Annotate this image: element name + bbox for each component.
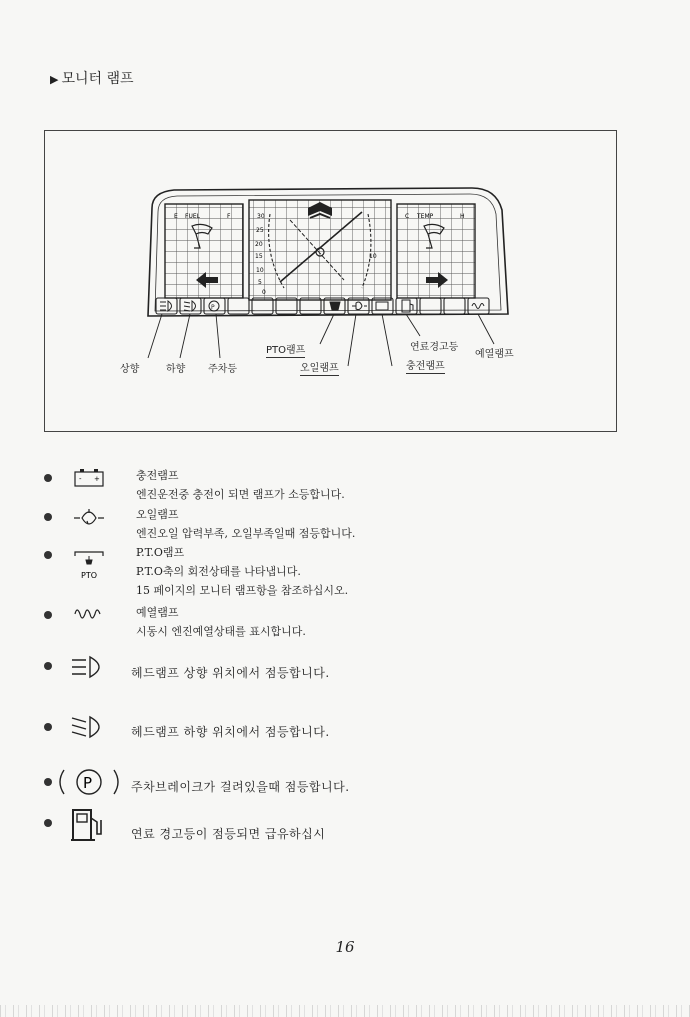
triangle-bullet-icon: ▶ <box>50 73 59 86</box>
bullet-icon <box>44 551 52 559</box>
bullet-icon <box>44 662 52 670</box>
legend-desc: 시동시 엔진예열상태를 표시합니다. <box>136 625 306 638</box>
fuel-gauge-label: FUEL <box>185 213 200 220</box>
svg-text:P: P <box>211 304 215 311</box>
oil-can-icon <box>72 506 106 528</box>
pto-icon <box>72 546 106 582</box>
svg-text:+: + <box>94 475 100 483</box>
legend-title: 충전램프 <box>136 469 179 482</box>
svg-text:-: - <box>79 475 82 483</box>
bullet-icon <box>44 513 52 521</box>
page-number: 16 <box>335 938 355 956</box>
temp-gauge-label: TEMP <box>417 213 434 220</box>
bullet-icon <box>44 611 52 619</box>
tach-tick: 25 <box>256 227 264 234</box>
callout-pto: PTO램프 <box>266 341 305 358</box>
legend-fuel-text: 연료 경고등이 점등되면 급유하십시 <box>131 827 326 841</box>
legend-title: 오일램프 <box>136 508 179 521</box>
legend-desc: 엔진운전중 충전이 되면 램프가 소등합니다. <box>136 488 345 501</box>
svg-text:F: F <box>227 213 231 220</box>
pto-icon-text: PTO <box>81 571 98 580</box>
legend-desc: P.T.O축의 회전상태를 나타냅니다. <box>136 565 301 578</box>
svg-text:E: E <box>174 213 178 220</box>
parking-brake-icon <box>58 766 120 798</box>
legend-charge <box>136 466 345 504</box>
tach-tick: 15 <box>255 253 263 260</box>
scan-noise <box>0 1005 690 1017</box>
legend-desc: 엔진오일 압력부족, 오일부족일때 점등합니다. <box>136 527 356 540</box>
callout-oil: 오일램프 <box>300 359 339 376</box>
bullet-icon <box>44 474 52 482</box>
tach-tick: 5 <box>258 279 262 286</box>
legend-preheat <box>136 603 306 641</box>
legend-oil <box>136 505 355 543</box>
parking-brake-icon-text: P <box>83 774 93 792</box>
callout-parking: 주차등 <box>208 364 237 375</box>
bullet-icon <box>44 819 52 827</box>
svg-text:C: C <box>405 213 410 220</box>
legend-high-beam-text: 헤드램프 상향 위치에서 점등합니다. <box>131 666 330 680</box>
monitor-panel-diagram <box>44 130 617 432</box>
callout-preheat: 예열램프 <box>475 349 514 360</box>
section-heading <box>50 68 134 88</box>
callout-high-beam: 상향 <box>120 364 140 375</box>
tach-tick: 20 <box>255 241 263 248</box>
battery-icon <box>72 468 106 488</box>
legend-pto <box>136 543 348 600</box>
legend-parking-text: 주차브레이크가 걸려있을때 점등합니다. <box>131 780 350 794</box>
tach-tick: 10 <box>256 267 264 274</box>
callout-low-beam: 하향 <box>166 364 186 375</box>
legend-low-beam-text: 헤드램프 하향 위치에서 점등합니다. <box>131 725 330 739</box>
tach-tick: 30 <box>257 213 265 220</box>
legend-title: 예열램프 <box>136 606 179 619</box>
tach-tick: 0 <box>262 289 266 296</box>
legend-desc: 15 페이지의 모니터 램프항을 참조하십시오. <box>136 584 349 597</box>
callout-charge: 충전램프 <box>406 357 445 374</box>
bullet-icon <box>44 778 52 786</box>
section-title: 모니터 램프 <box>61 71 134 87</box>
callout-fuel: 연료경고등 <box>410 342 459 353</box>
glow-plug-icon <box>72 604 106 620</box>
svg-text:H: H <box>460 213 465 220</box>
tach-tick-right: 10 <box>369 253 377 260</box>
bullet-icon <box>44 723 52 731</box>
fuel-pump-icon <box>70 806 106 844</box>
low-beam-icon <box>70 714 110 740</box>
legend-title: P.T.O램프 <box>136 546 185 559</box>
high-beam-icon <box>70 654 110 680</box>
